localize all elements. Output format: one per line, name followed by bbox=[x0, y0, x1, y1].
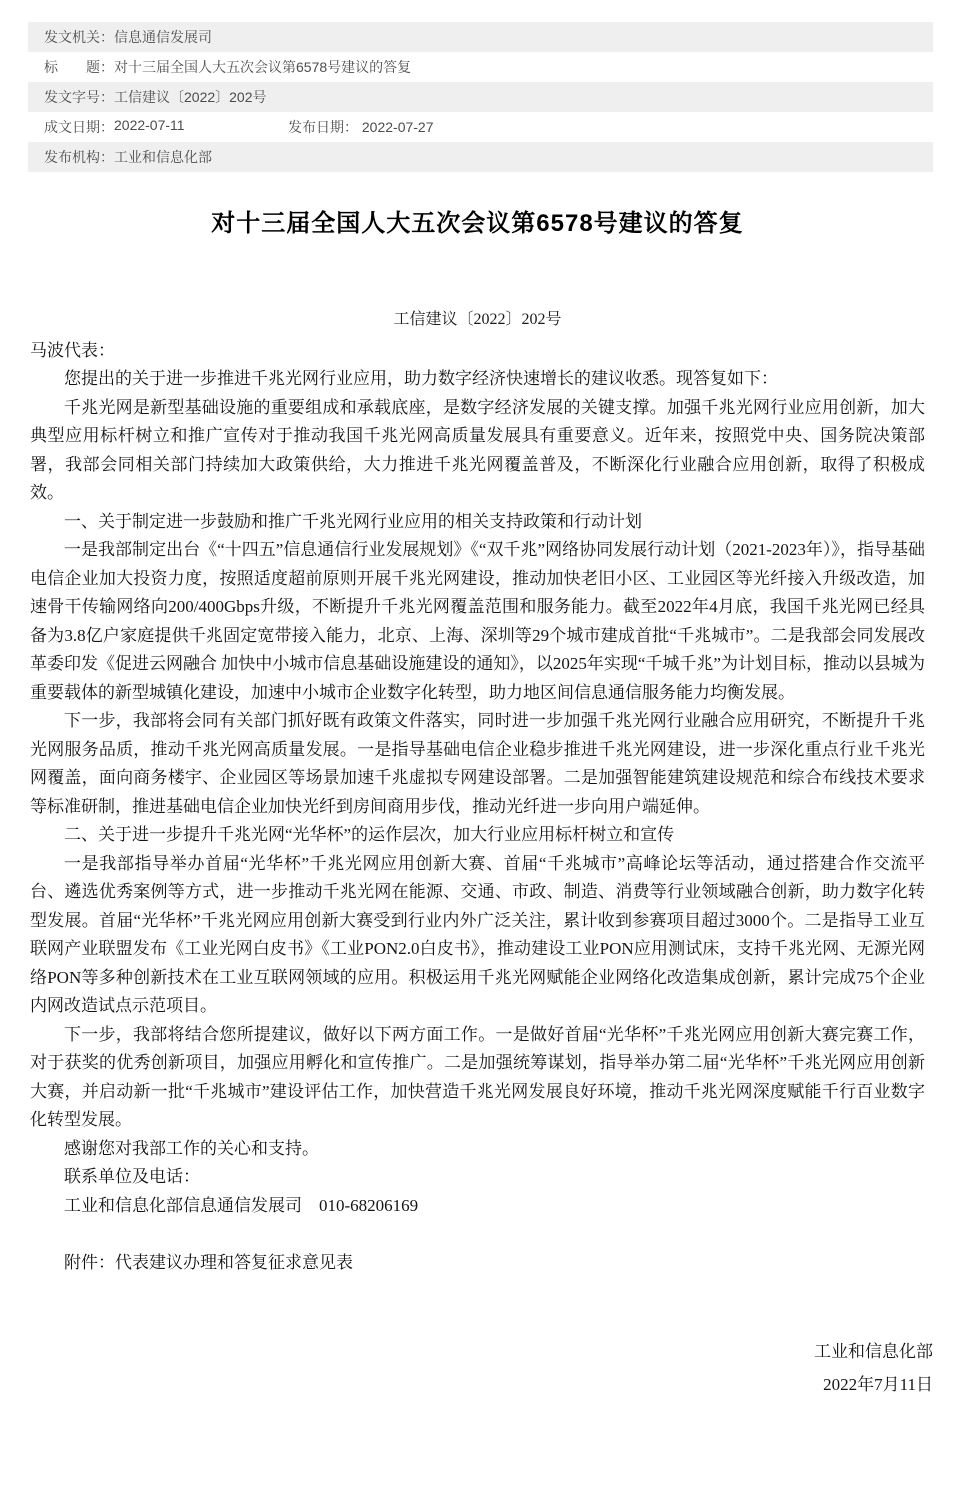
meta-value: 对十三届全国人大五次会议第6578号建议的答复 bbox=[114, 59, 412, 75]
meta-value: 信息通信发展司 bbox=[114, 29, 212, 45]
contact-label: 联系单位及电话： bbox=[64, 1167, 200, 1186]
meta-value: 2022-07-27 bbox=[361, 119, 434, 135]
meta-value: 工业和信息化部 bbox=[114, 149, 212, 165]
document-title: 对十三届全国人大五次会议第6578号建议的答复 bbox=[211, 210, 744, 237]
signature-org: 工业和信息化部 bbox=[814, 1341, 933, 1361]
meta-row-issuing-office bbox=[28, 22, 933, 52]
meta-value: 工信建议〔2022〕202号 bbox=[114, 89, 267, 105]
thanks-line: 感谢您对我部工作的关心和支持。 bbox=[64, 1138, 319, 1158]
meta-label: 发文机关： bbox=[44, 29, 114, 45]
document-meta-table bbox=[28, 22, 933, 172]
section-heading-2: 二、关于进一步提升千兆光网“光华杯”的运作层次，加大行业应用标杆树立和宣传 bbox=[64, 825, 675, 844]
meta-label: 成文日期： bbox=[44, 119, 114, 135]
meta-label: 标 题： bbox=[44, 59, 114, 75]
section-heading-1: 一、关于制定进一步鼓励和推广千兆光网行业应用的相关支持政策和行动计划 bbox=[64, 511, 642, 531]
signature-block bbox=[30, 1335, 933, 1401]
body-paragraph: 下一步，我部将会同有关部门抓好既有政策文件落实，同时进一步加强千兆光网行业融合应用研究，不断提升千兆光网服务品质，推动千兆光网高质量发展。一是指导基础电信企业稳步推进千兆光网建设，进一步深化重点行业千兆光网覆盖，面向商务楼宇、企业园区等场景加速千兆虚拟专网建设部署。二是加强智能建筑建设规范和综合布线技术要求等标准研制，推进基础电信企业加快光纤到房间商用步伐，推动光纤进一步向用户端延伸。 bbox=[30, 711, 925, 816]
attachment-line: 附件：代表建议办理和答复征求意见表 bbox=[64, 1253, 353, 1272]
body-paragraph: 千兆光网是新型基础设施的重要组成和承载底座，是数字经济发展的关键支撑。加强千兆光网行业应用创新，加大典型应用标杆树立和推广宣传对于推动我国千兆光网高质量发展具有重要意义。近年来，按照党中央、国务院决策部署，我部会同相关部门持续加大政策供给，大力推进千兆光网覆盖普及，不断深化行业融合应用创新，取得了积极成效。 bbox=[30, 397, 925, 502]
contact-phone-line: 工业和信息化部信息通信发展司 010-68206169 bbox=[64, 1195, 419, 1215]
body-paragraph: 一是我部制定出台《“十四五”信息通信行业发展规划》《“双千兆”网络协同发展行动计划（2021-2023年）》，指导基础电信企业加大投资力度，按照适度超前原则开展千兆光网建设，推动加快老旧小区、工业园区等光纤接入升级改造，加速骨干传输网络向200/400Gbps升级，不断提升千兆光网覆盖范围和服务能力。截至2022年4月底，我国千兆光网已经具备为3.8亿户家庭提供千兆固定宽带接入能力，北京、上海、深圳等29个城市建成首批“千兆城市”。二是我部会同发展改革委印发《促进云网融合 加快中小城市信息基础设施建设的通知》，以2025年实现“千城千兆”为计划目标，推动以县城为重要载体的新型城镇化建设，加速中小城市企业数字化转型，助力地区间信息通信服务能力均衡发展。 bbox=[30, 540, 925, 702]
meta-row-title bbox=[28, 52, 933, 82]
meta-cell-publish-date bbox=[288, 117, 434, 137]
meta-row-publisher bbox=[28, 142, 933, 172]
meta-label: 发文字号： bbox=[44, 89, 114, 105]
salutation: 马波代表： bbox=[30, 340, 115, 360]
body-paragraph: 您提出的关于进一步推进千兆光网行业应用，助力数字经济快速增长的建议收悉。现答复如下： bbox=[64, 369, 778, 388]
body-paragraph: 一是我部指导举办首届“光华杯”千兆光网应用创新大赛、首届“千兆城市”高峰论坛等活动，通过搭建合作交流平台、遴选优秀案例等方式，进一步推动千兆光网在能源、交通、市政、制造、消费等行业领域融合创新，助力数字化转型发展。首届“光华杯”千兆光网应用创新大赛受到行业内外广泛关注，累计收到参赛项目超过3000个。二是指导工业互联网产业联盟发布《工业光网白皮书》《工业PON2.0白皮书》，推动建设工业PON应用测试床，支持千兆光网、无源光网络PON等多种创新技术在工业互联网领域的应用。积极运用千兆光网赋能企业网络化改造集成创新，累计完成75个企业内网改造试点示范项目。 bbox=[30, 853, 925, 1015]
meta-cell-written-date bbox=[44, 117, 288, 137]
signature-date: 2022年7月11日 bbox=[823, 1374, 933, 1394]
meta-label: 发布机构： bbox=[44, 149, 114, 165]
meta-value: 2022-07-11 bbox=[114, 117, 185, 133]
document-page bbox=[0, 22, 955, 1491]
meta-label: 发布日期： bbox=[288, 119, 358, 135]
body-paragraph: 下一步，我部将结合您所提建议，做好以下两方面工作。一是做好首届“光华杯”千兆光网应用创新大赛完赛工作，对于获奖的优秀创新项目，加强应用孵化和宣传推广。二是加强统筹谋划，指导举办第二届“光华杯”千兆光网应用创新大赛，并启动新一批“千兆城市”建设评估工作，加快营造千兆光网发展良好环境，推动千兆光网深度赋能千行百业数字化转型发展。 bbox=[30, 1024, 925, 1129]
document-body bbox=[30, 337, 925, 1278]
meta-row-doc-number bbox=[28, 82, 933, 112]
meta-row-dates bbox=[28, 112, 933, 142]
document-number: 工信建议〔2022〕202号 bbox=[393, 311, 562, 328]
